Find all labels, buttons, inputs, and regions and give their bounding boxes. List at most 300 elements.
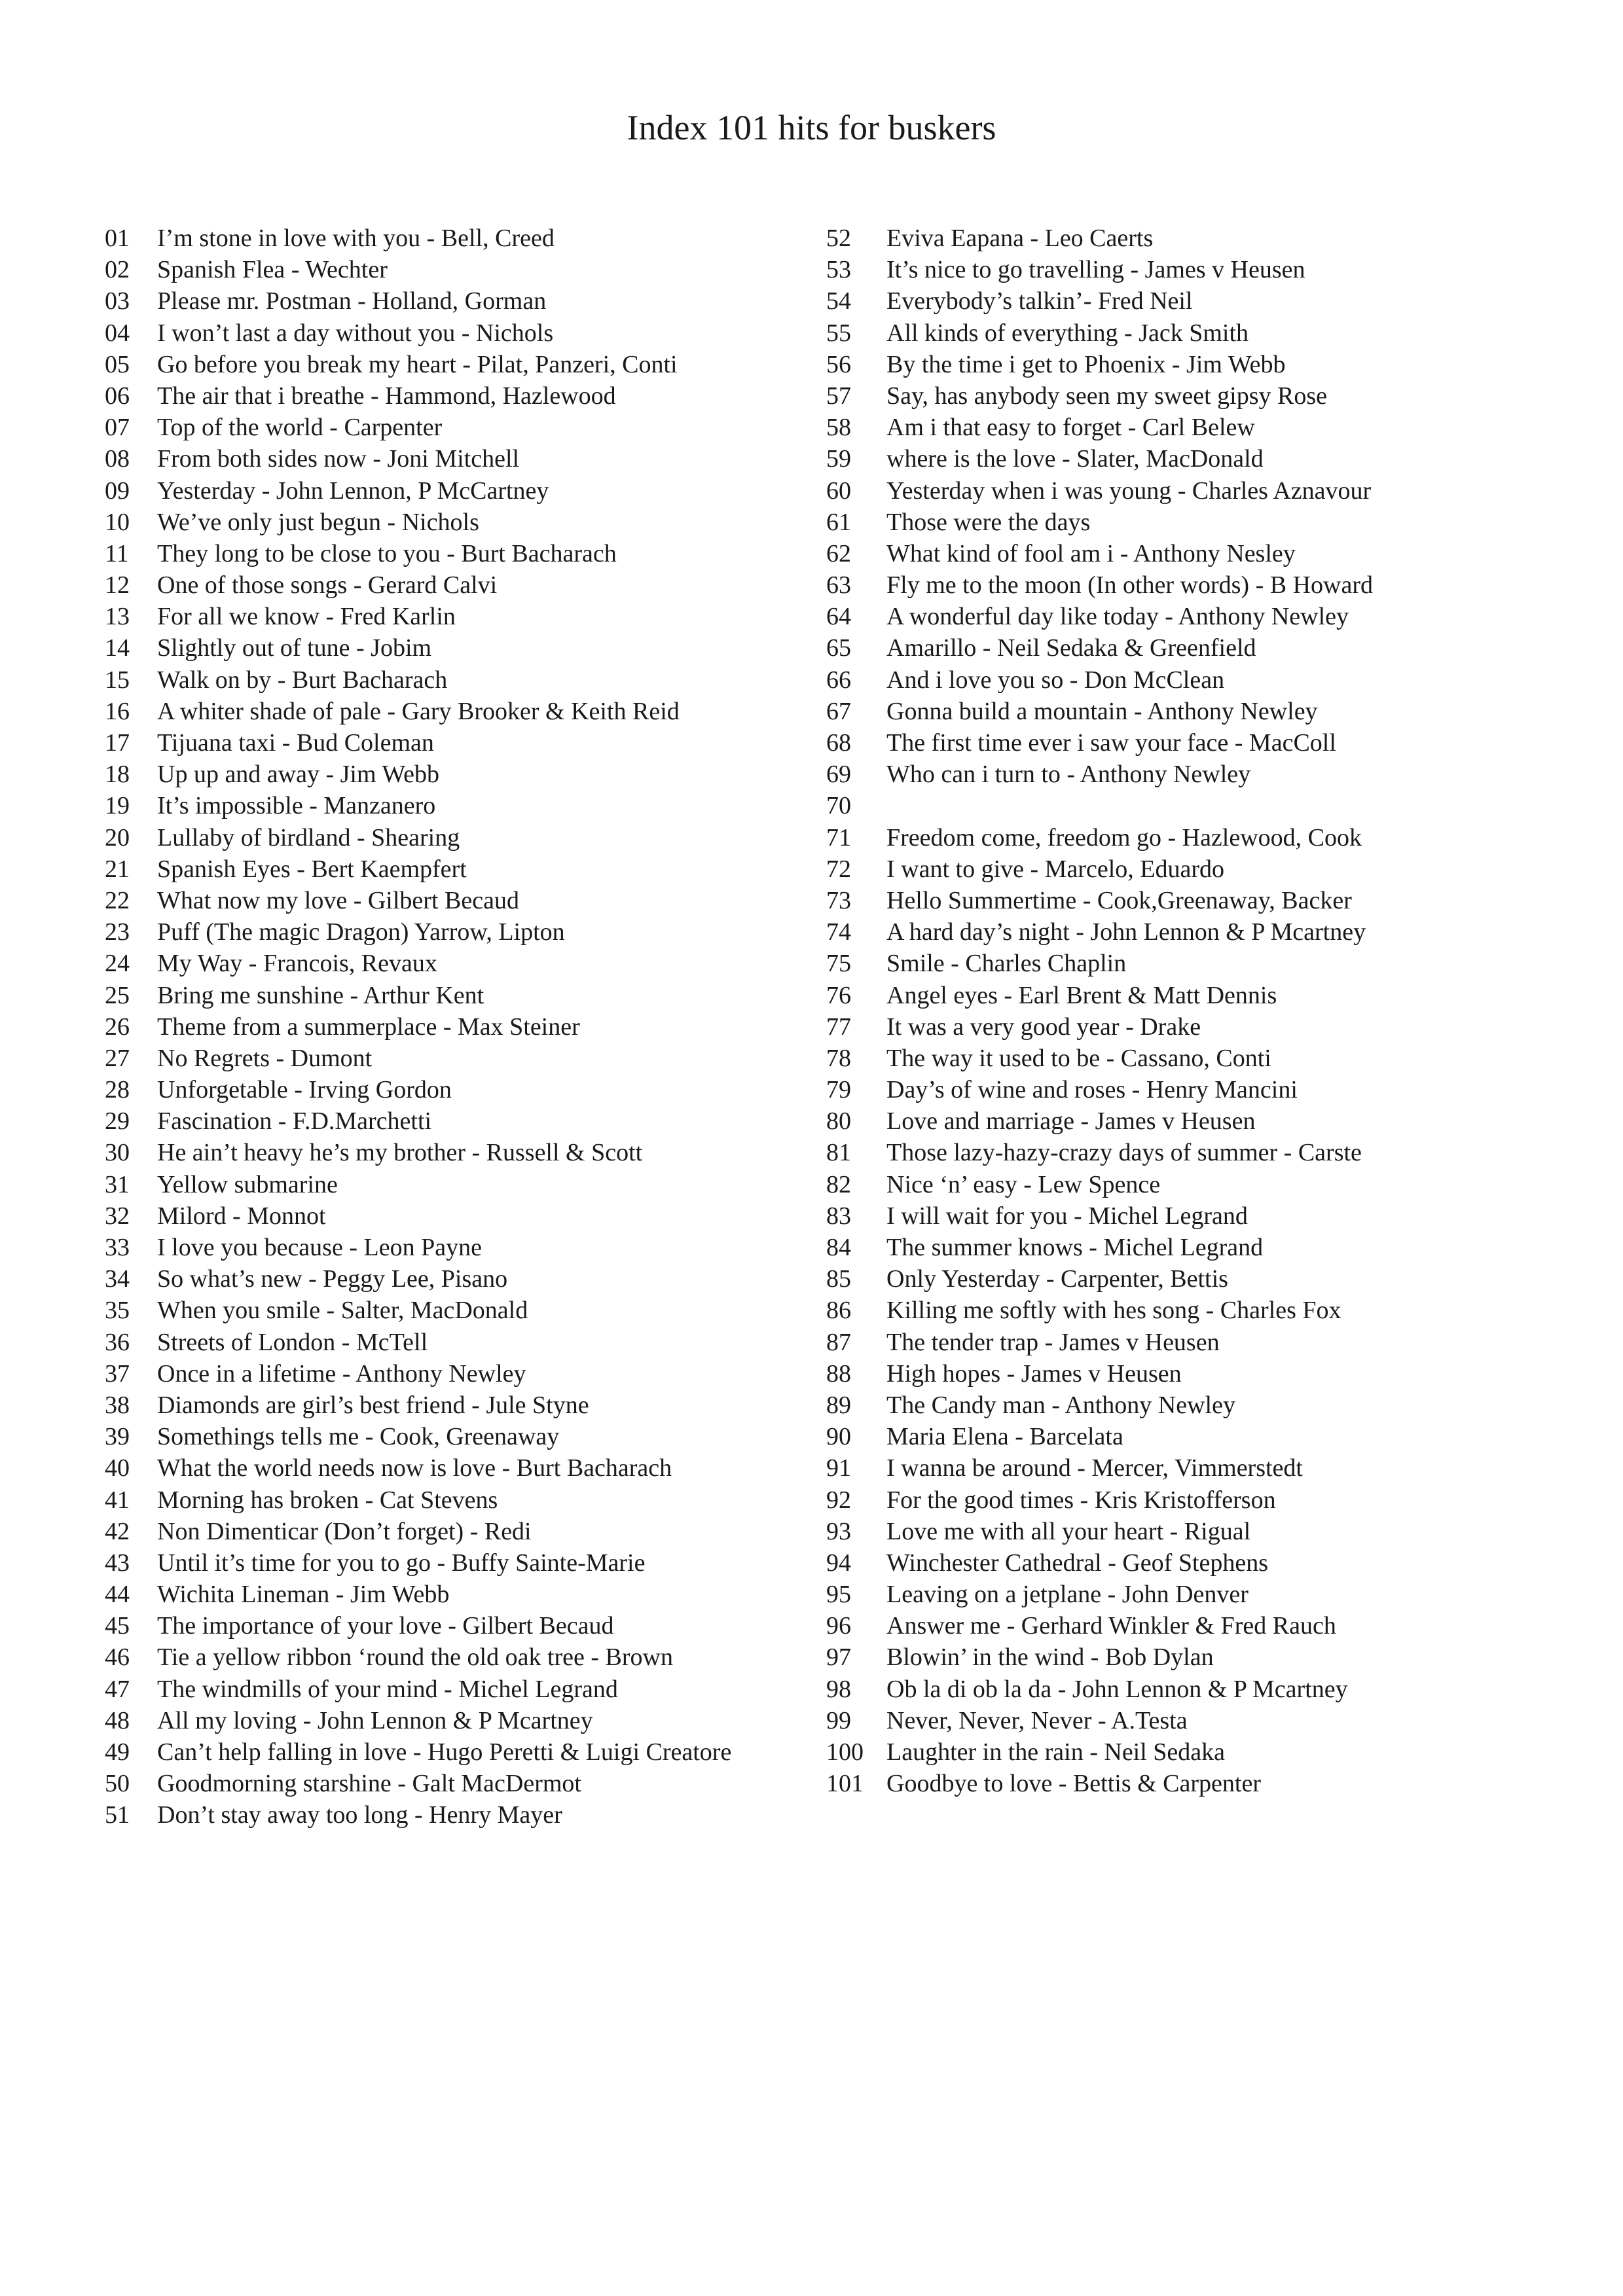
song-title: For all we know - Fred Karlin: [157, 603, 456, 631]
song-number: 28: [105, 1076, 130, 1104]
song-entry: [826, 885, 1559, 916]
song-number: 96: [826, 1612, 851, 1640]
song-number: 64: [826, 603, 851, 631]
song-number: 08: [105, 445, 130, 473]
song-entry: [826, 822, 1559, 853]
song-title: Wichita Lineman - Jim Webb: [157, 1581, 450, 1609]
song-number: 87: [826, 1328, 851, 1356]
song-entry: [826, 1610, 1559, 1641]
song-title: We’ve only just begun - Nichols: [157, 508, 479, 536]
song-entry: [105, 664, 812, 696]
song-number: 05: [105, 350, 130, 378]
song-number: 22: [105, 886, 130, 914]
song-number: 20: [105, 823, 130, 852]
song-number: 58: [826, 414, 851, 442]
song-title: The tender trap - James v Heusen: [886, 1328, 1220, 1356]
song-entry: [105, 1705, 812, 1736]
song-number: 40: [105, 1454, 130, 1482]
song-title: Nice ‘n’ easy - Lew Spence: [886, 1170, 1161, 1198]
song-entry: [105, 1169, 812, 1200]
song-title: Yesterday - John Lennon, P McCartney: [157, 476, 549, 505]
song-title: Never, Never, Never - A.Testa: [886, 1706, 1188, 1734]
song-title: What kind of fool am i - Anthony Nesley: [886, 539, 1296, 567]
song-entry: [105, 790, 812, 821]
song-title: Smile - Charles Chaplin: [886, 950, 1127, 978]
song-entry: [826, 507, 1559, 538]
song-entry: [105, 443, 812, 475]
song-number: 53: [826, 256, 851, 284]
song-entry: [105, 285, 812, 317]
song-title: It was a very good year - Drake: [886, 1013, 1201, 1041]
song-number: 25: [105, 981, 130, 1009]
song-entry: [105, 349, 812, 380]
song-title: Angel eyes - Earl Brent & Matt Dennis: [886, 981, 1277, 1009]
song-title: It’s nice to go travelling - James v Heusen: [886, 256, 1305, 284]
song-title: What the world needs now is love - Burt Bacharach: [157, 1454, 672, 1482]
song-title: I won’t last a day without you - Nichols: [157, 319, 554, 347]
song-entry: [826, 1421, 1559, 1452]
song-title: I will wait for you - Michel Legrand: [886, 1202, 1248, 1230]
song-number: 94: [826, 1549, 851, 1577]
song-number: 34: [105, 1265, 130, 1293]
song-number: 70: [826, 792, 851, 820]
song-number: 67: [826, 697, 851, 725]
song-entry: [105, 948, 812, 979]
song-number: 23: [105, 918, 130, 946]
song-entry: [105, 1516, 812, 1547]
song-entry: [105, 1043, 812, 1074]
song-title: Everybody’s talkin’- Fred Neil: [886, 287, 1193, 315]
song-number: 97: [826, 1643, 851, 1672]
song-entry: [826, 1705, 1559, 1736]
song-entry: [826, 1674, 1559, 1705]
song-number: 38: [105, 1391, 130, 1419]
song-title: Tijuana taxi - Bud Coleman: [157, 729, 434, 757]
song-entry: [826, 1043, 1559, 1074]
song-title: Say, has anybody seen my sweet gipsy Rose: [886, 382, 1327, 410]
song-entry: [105, 475, 812, 507]
song-number: 14: [105, 634, 130, 662]
song-number: 24: [105, 950, 130, 978]
song-number: 55: [826, 319, 851, 347]
song-number: 43: [105, 1549, 130, 1577]
song-number: 18: [105, 761, 130, 789]
song-number: 91: [826, 1454, 851, 1482]
song-title: Spanish Eyes - Bert Kaempfert: [157, 855, 467, 883]
song-title: Until it’s time for you to go - Buffy Sainte-Marie: [157, 1549, 646, 1577]
song-title: Am i that easy to forget - Carl Belew: [886, 414, 1255, 442]
song-title: where is the love - Slater, MacDonald: [886, 445, 1264, 473]
song-title: Streets of London - McTell: [157, 1328, 428, 1356]
song-entry: [826, 1358, 1559, 1390]
song-number: 41: [105, 1486, 130, 1514]
song-number: 04: [105, 319, 130, 347]
song-title: What now my love - Gilbert Becaud: [157, 886, 519, 914]
song-entry: [105, 1610, 812, 1641]
song-title: It’s impossible - Manzanero: [157, 792, 436, 820]
song-entry: [826, 538, 1559, 569]
song-title: I love you because - Leon Payne: [157, 1234, 482, 1261]
song-entry: [105, 1579, 812, 1610]
song-entry: [826, 285, 1559, 317]
song-title: Day’s of wine and roses - Henry Mancini: [886, 1076, 1298, 1104]
song-title: All kinds of everything - Jack Smith: [886, 319, 1249, 347]
song-entry: [105, 1547, 812, 1579]
song-number: 39: [105, 1423, 130, 1451]
song-number: 78: [826, 1044, 851, 1072]
song-entry: [826, 223, 1559, 254]
song-title: Don’t stay away too long - Henry Mayer: [157, 1801, 562, 1829]
song-title: A wonderful day like today - Anthony Newley: [886, 603, 1349, 631]
song-entry: [826, 727, 1559, 759]
song-title: The first time ever i saw your face - MacColl: [886, 729, 1336, 757]
song-entry: [826, 1484, 1559, 1516]
song-number: 71: [826, 823, 851, 852]
song-entry: [826, 980, 1559, 1011]
song-number: 100: [826, 1738, 864, 1766]
song-entry: [826, 790, 1559, 821]
song-title: The way it used to be - Cassano, Conti: [886, 1044, 1271, 1072]
song-number: 62: [826, 539, 851, 567]
song-title: Answer me - Gerhard Winkler & Fred Rauch: [886, 1612, 1336, 1640]
song-title: Can’t help falling in love - Hugo Peretti & Luigi Creatore: [157, 1738, 732, 1766]
song-number: 44: [105, 1581, 130, 1609]
song-title: The windmills of your mind - Michel Legrand: [157, 1675, 618, 1703]
song-number: 15: [105, 666, 130, 694]
song-entry: [826, 1327, 1559, 1358]
song-entry: [826, 916, 1559, 948]
song-number: 60: [826, 476, 851, 505]
song-entry: [826, 1390, 1559, 1421]
song-number: 27: [105, 1044, 130, 1072]
song-title: A hard day’s night - John Lennon & P Mcartney: [886, 918, 1366, 946]
song-title: All my loving - John Lennon & P Mcartney: [157, 1706, 593, 1734]
song-number: 83: [826, 1202, 851, 1230]
song-title: My Way - Francois, Revaux: [157, 950, 437, 978]
song-entry: [105, 696, 812, 727]
song-title: The summer knows - Michel Legrand: [886, 1234, 1264, 1261]
song-number: 79: [826, 1076, 851, 1104]
song-entry: [826, 632, 1559, 664]
song-number: 50: [105, 1770, 130, 1798]
song-title: Puff (The magic Dragon) Yarrow, Lipton: [157, 918, 565, 946]
song-title: I wanna be around - Mercer, Vimmerstedt: [886, 1454, 1303, 1482]
song-number: 17: [105, 729, 130, 757]
song-number: 101: [826, 1770, 864, 1798]
song-title: The importance of your love - Gilbert Becaud: [157, 1612, 614, 1640]
song-entry: [826, 1768, 1559, 1799]
song-title: Blowin’ in the wind - Bob Dylan: [886, 1643, 1214, 1672]
song-number: 81: [826, 1139, 851, 1167]
song-entry: [826, 1263, 1559, 1295]
song-title: Fly me to the moon (In other words) - B Howard: [886, 571, 1373, 600]
song-title: High hopes - James v Heusen: [886, 1359, 1182, 1388]
song-number: 35: [105, 1297, 130, 1325]
song-number: 19: [105, 792, 130, 820]
song-entry: [105, 601, 812, 632]
song-number: 54: [826, 287, 851, 315]
song-entry: [826, 349, 1559, 380]
song-entry: [826, 1105, 1559, 1137]
song-number: 03: [105, 287, 130, 315]
song-number: 07: [105, 414, 130, 442]
song-entry: [826, 1641, 1559, 1673]
song-entry: [105, 1295, 812, 1326]
song-number: 02: [105, 256, 130, 284]
song-number: 26: [105, 1013, 130, 1041]
song-number: 11: [105, 539, 129, 567]
song-number: 56: [826, 350, 851, 378]
song-title: Gonna build a mountain - Anthony Newley: [886, 697, 1318, 725]
song-number: 86: [826, 1297, 851, 1325]
song-number: 30: [105, 1139, 130, 1167]
song-title: Top of the world - Carpenter: [157, 414, 443, 442]
song-title: Go before you break my heart - Pilat, Panzeri, Conti: [157, 350, 678, 378]
song-entry: [826, 317, 1559, 349]
song-entry: [826, 1169, 1559, 1200]
song-number: 74: [826, 918, 851, 946]
song-entry: [105, 1421, 812, 1452]
song-number: 57: [826, 382, 851, 410]
song-number: 77: [826, 1013, 851, 1041]
song-entry: [826, 948, 1559, 979]
song-title: Spanish Flea - Wechter: [157, 256, 388, 284]
song-entry: [105, 1674, 812, 1705]
song-number: 90: [826, 1423, 851, 1451]
song-entry: [826, 569, 1559, 601]
song-title: They long to be close to you - Burt Bacharach: [157, 539, 617, 567]
song-entry: [105, 1390, 812, 1421]
song-title: Laughter in the rain - Neil Sedaka: [886, 1738, 1226, 1766]
song-entry: [826, 759, 1559, 790]
song-title: Eviva Eapana - Leo Caerts: [886, 224, 1154, 252]
song-title: A whiter shade of pale - Gary Brooker & Keith Reid: [157, 697, 680, 725]
song-entry: [826, 601, 1559, 632]
song-entry: [105, 885, 812, 916]
page-title: Index 101 hits for buskers: [627, 108, 996, 147]
song-title: Yellow submarine: [157, 1170, 338, 1198]
song-entry: [105, 569, 812, 601]
song-number: 46: [105, 1643, 130, 1672]
song-number: 16: [105, 697, 130, 725]
song-title: The air that i breathe - Hammond, Hazlewood: [157, 382, 616, 410]
song-title: Only Yesterday - Carpenter, Bettis: [886, 1265, 1228, 1293]
song-entry: [826, 664, 1559, 696]
song-title: So what’s new - Peggy Lee, Pisano: [157, 1265, 508, 1293]
song-number: 59: [826, 445, 851, 473]
song-number: 99: [826, 1706, 851, 1734]
song-number: 73: [826, 886, 851, 914]
song-title: Walk on by - Burt Bacharach: [157, 666, 448, 694]
song-title: By the time i get to Phoenix - Jim Webb: [886, 350, 1286, 378]
song-title: Non Dimenticar (Don’t forget) - Redi: [157, 1517, 532, 1545]
song-title: Killing me softly with hes song - Charles Fox: [886, 1297, 1341, 1325]
song-entry: [105, 412, 812, 443]
song-entry: [826, 853, 1559, 885]
song-entry: [105, 223, 812, 254]
song-number: 29: [105, 1107, 130, 1136]
song-entry: [826, 1200, 1559, 1232]
song-number: 66: [826, 666, 851, 694]
song-entry: [826, 1452, 1559, 1484]
song-entry: [105, 1105, 812, 1137]
song-entry: [826, 1736, 1559, 1768]
song-entry: [826, 1232, 1559, 1263]
song-number: 13: [105, 603, 130, 631]
song-title: Leaving on a jetplane - John Denver: [886, 1581, 1249, 1609]
song-entry: [105, 980, 812, 1011]
song-entry: [826, 1547, 1559, 1579]
song-entry: [826, 443, 1559, 475]
song-title: Goodmorning starshine - Galt MacDermot: [157, 1770, 581, 1798]
song-title: And i love you so - Don McClean: [886, 666, 1225, 694]
song-title: Goodbye to love - Bettis & Carpenter: [886, 1770, 1261, 1798]
song-number: 48: [105, 1706, 130, 1734]
song-number: 85: [826, 1265, 851, 1293]
song-entry: [105, 1200, 812, 1232]
song-entry: [105, 380, 812, 412]
song-number: 80: [826, 1107, 851, 1136]
song-entry: [826, 254, 1559, 285]
song-title: Tie a yellow ribbon ‘round the old oak tree - Brown: [157, 1643, 673, 1672]
song-title: Ob la di ob la da - John Lennon & P Mcartney: [886, 1675, 1348, 1703]
song-title: Who can i turn to - Anthony Newley: [886, 761, 1251, 789]
song-entry: [826, 1137, 1559, 1168]
song-title: Maria Elena - Barcelata: [886, 1423, 1123, 1451]
song-title: Slightly out of tune - Jobim: [157, 634, 432, 662]
song-number: 36: [105, 1328, 130, 1356]
song-entry: [826, 380, 1559, 412]
song-entry: [105, 254, 812, 285]
song-title: Morning has broken - Cat Stevens: [157, 1486, 498, 1514]
song-number: 63: [826, 571, 851, 600]
song-title: Please mr. Postman - Holland, Gorman: [157, 287, 547, 315]
song-title: Up up and away - Jim Webb: [157, 761, 440, 789]
song-number: 42: [105, 1517, 130, 1545]
song-number: 06: [105, 382, 130, 410]
song-number: 65: [826, 634, 851, 662]
song-number: 84: [826, 1234, 851, 1261]
song-number: 12: [105, 571, 130, 600]
song-number: 21: [105, 855, 130, 883]
song-title: Those were the days: [886, 508, 1091, 536]
song-title: Theme from a summerplace - Max Steiner: [157, 1013, 580, 1041]
song-entry: [826, 1516, 1559, 1547]
song-title: One of those songs - Gerard Calvi: [157, 571, 498, 600]
song-number: 45: [105, 1612, 130, 1640]
song-entry: [826, 1011, 1559, 1043]
song-title: Freedom come, freedom go - Hazlewood, Cook: [886, 823, 1362, 852]
song-number: 75: [826, 950, 851, 978]
song-number: 89: [826, 1391, 851, 1419]
song-number: 31: [105, 1170, 130, 1198]
song-entry: [105, 1137, 812, 1168]
song-number: 49: [105, 1738, 130, 1766]
song-number: 88: [826, 1359, 851, 1388]
song-title: Once in a lifetime - Anthony Newley: [157, 1359, 526, 1388]
song-entry: [826, 696, 1559, 727]
song-number: 61: [826, 508, 851, 536]
song-entry: [826, 1295, 1559, 1326]
song-number: 76: [826, 981, 851, 1009]
song-number: 09: [105, 476, 130, 505]
song-title: Those lazy-hazy-crazy days of summer - Carste: [886, 1139, 1362, 1167]
song-entry: [105, 1799, 812, 1831]
song-entry: [105, 1327, 812, 1358]
song-number: 32: [105, 1202, 130, 1230]
song-entry: [105, 1263, 812, 1295]
song-entry: [105, 1768, 812, 1799]
song-title: Unforgetable - Irving Gordon: [157, 1076, 452, 1104]
song-title: No Regrets - Dumont: [157, 1044, 373, 1072]
song-title: Fascination - F.D.Marchetti: [157, 1107, 432, 1136]
song-number: 98: [826, 1675, 851, 1703]
song-number: 68: [826, 729, 851, 757]
song-number: 82: [826, 1170, 851, 1198]
song-entry: [826, 475, 1559, 507]
song-entry: [826, 1074, 1559, 1105]
song-entry: [105, 1641, 812, 1673]
song-entry: [105, 1232, 812, 1263]
song-entry: [105, 822, 812, 853]
song-entry: [105, 759, 812, 790]
song-number: 51: [105, 1801, 130, 1829]
song-list-left-column: [105, 223, 812, 1831]
song-list-right-column: [826, 223, 1559, 1799]
song-number: 47: [105, 1675, 130, 1703]
song-title: Love and marriage - James v Heusen: [886, 1107, 1256, 1136]
song-number: 93: [826, 1517, 851, 1545]
song-number: 33: [105, 1234, 130, 1261]
song-title: From both sides now - Joni Mitchell: [157, 445, 520, 473]
song-title: For the good times - Kris Kristofferson: [886, 1486, 1276, 1514]
song-entry: [105, 1484, 812, 1516]
song-title: Somethings tells me - Cook, Greenaway: [157, 1423, 560, 1451]
song-title: When you smile - Salter, MacDonald: [157, 1297, 528, 1325]
song-number: 95: [826, 1581, 851, 1609]
song-entry: [105, 1074, 812, 1105]
song-title: Hello Summertime - Cook,Greenaway, Backer: [886, 886, 1352, 914]
song-number: 01: [105, 224, 130, 252]
song-entry: [105, 916, 812, 948]
song-entry: [105, 538, 812, 569]
song-title: Amarillo - Neil Sedaka & Greenfield: [886, 634, 1256, 662]
song-title: Winchester Cathedral - Geof Stephens: [886, 1549, 1269, 1577]
song-number: 37: [105, 1359, 130, 1388]
song-entry: [105, 507, 812, 538]
song-entry: [105, 1358, 812, 1390]
song-title: I’m stone in love with you - Bell, Creed: [157, 224, 555, 252]
song-number: 10: [105, 508, 130, 536]
song-title: Bring me sunshine - Arthur Kent: [157, 981, 484, 1009]
song-title: Milord - Monnot: [157, 1202, 326, 1230]
song-title: Love me with all your heart - Rigual: [886, 1517, 1251, 1545]
song-number: 72: [826, 855, 851, 883]
song-title: Lullaby of birdland - Shearing: [157, 823, 460, 852]
song-entry: [105, 1011, 812, 1043]
song-entry: [105, 727, 812, 759]
song-title: Diamonds are girl’s best friend - Jule Styne: [157, 1391, 589, 1419]
song-entry: [826, 1579, 1559, 1610]
song-number: 92: [826, 1486, 851, 1514]
song-entry: [105, 853, 812, 885]
song-entry: [105, 1452, 812, 1484]
song-entry: [826, 412, 1559, 443]
song-title: I want to give - Marcelo, Eduardo: [886, 855, 1224, 883]
song-entry: [105, 317, 812, 349]
song-number: 52: [826, 224, 851, 252]
song-title: The Candy man - Anthony Newley: [886, 1391, 1235, 1419]
